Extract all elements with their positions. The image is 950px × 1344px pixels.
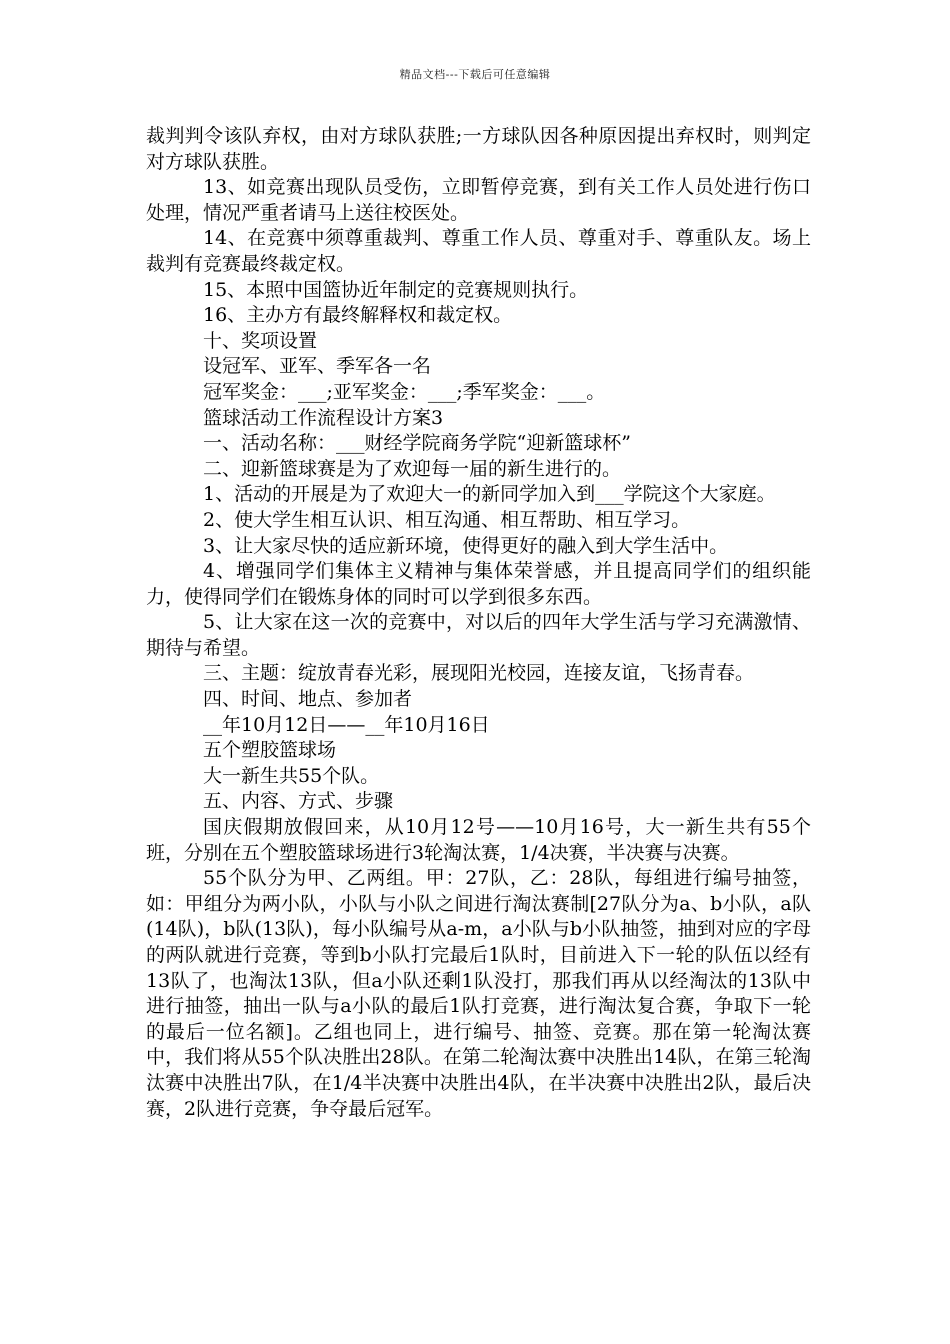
paragraph: 16、主办方有最终解释权和裁定权。 — [203, 304, 513, 327]
page-header: 精品文档---下载后可任意编辑 — [399, 68, 551, 81]
paragraph: 国庆假期放假回来，从10月12号——10月16号，大一新生共有55个班，分别在五个塑胶篮球场进行3轮淘汰赛，1/4决赛，半决赛与决赛。 — [146, 816, 811, 864]
paragraph: 13、如竞赛出现队员受伤，立即暂停竞赛，到有关工作人员处进行伤口处理，情况严重者请马上送往校医处。 — [146, 176, 811, 224]
paragraph: 3、让大家尽快的适应新环境，使得更好的融入到大学生活中。 — [203, 534, 729, 557]
paragraph: 十、奖项设置 — [203, 329, 318, 352]
paragraph: 4、增强同学们集体主义精神与集体荣誉感，并且提高同学们的组织能力，使得同学们在锻炼身体的同时可以学到很多东西。 — [146, 560, 811, 608]
paragraph: 冠军奖金：___;亚军奖金：___;季军奖金：___。 — [203, 380, 606, 403]
paragraph: 五个塑胶篮球场 — [203, 739, 337, 762]
paragraph: 篮球活动工作流程设计方案3 — [203, 406, 444, 429]
paragraph: 15、本照中国篮协近年制定的竞赛规则执行。 — [203, 278, 589, 301]
paragraph: 大一新生共55个队。 — [203, 764, 380, 787]
paragraph: 2、使大学生相互认识、相互沟通、相互帮助、相互学习。 — [203, 508, 691, 531]
document-body — [146, 124, 811, 1122]
paragraph: 五、内容、方式、步骤 — [203, 790, 394, 813]
paragraph: __年10月12日——__年10月16日 — [203, 713, 490, 736]
paragraph: 裁判判令该队弃权，由对方球队获胜;一方球队因各种原因提出弃权时，则判定对方球队获胜。 — [146, 125, 811, 173]
paragraph: 设冠军、亚军、季军各一名 — [203, 355, 432, 378]
paragraph: 14、在竞赛中须尊重裁判、尊重工作人员、尊重对手、尊重队友。场上裁判有竞赛最终裁定权。 — [146, 227, 811, 275]
paragraph: 5、让大家在这一次的竞赛中，对以后的四年大学生活与学习充满激情、期待与希望。 — [146, 611, 811, 659]
paragraph: 四、时间、地点、参加者 — [203, 688, 413, 711]
paragraph: 三、主题：绽放青春光彩，展现阳光校园，连接友谊，飞扬青春。 — [203, 662, 755, 685]
paragraph: 55个队分为甲、乙两组。甲：27队，乙：28队，每组进行编号抽签，如：甲组分为两小队，小队与小队之间进行淘汰赛制[27队分为a、b小队，a队(14队)，b队(13队)，每小队编号从a-m，a小队与b小队抽签，抽到对应的字母的两队就进行竞赛，等到b小队打完最后1队时，目前进入下一轮的队伍以经有13队了，也淘汰13队，但a小队还剩1队没打，那我们再从以经淘汰的13队中进行抽签，抽出一队与a小队的最后1队打竞赛，进行淘汰复合赛，争取下一轮的最后一位名额]。乙组也同上，进行编号、抽签、竞赛。那在第一轮淘汰赛中，我们将从55个队决胜出28队。在第二轮淘汰赛中决胜出14队，在第三轮淘汰赛中决胜出7队，在1/4半决赛中决胜出4队，在半决赛中决胜出2队，最后决赛，2队进行竞赛，争夺最后冠军。 — [146, 867, 811, 1120]
paragraph: 1、活动的开展是为了欢迎大一的新同学加入到___学院这个大家庭。 — [203, 483, 776, 506]
paragraph: 二、迎新篮球赛是为了欢迎每一届的新生进行的。 — [203, 457, 622, 480]
paragraph: 一、活动名称：___财经学院商务学院“迎新篮球杯” — [203, 432, 631, 455]
